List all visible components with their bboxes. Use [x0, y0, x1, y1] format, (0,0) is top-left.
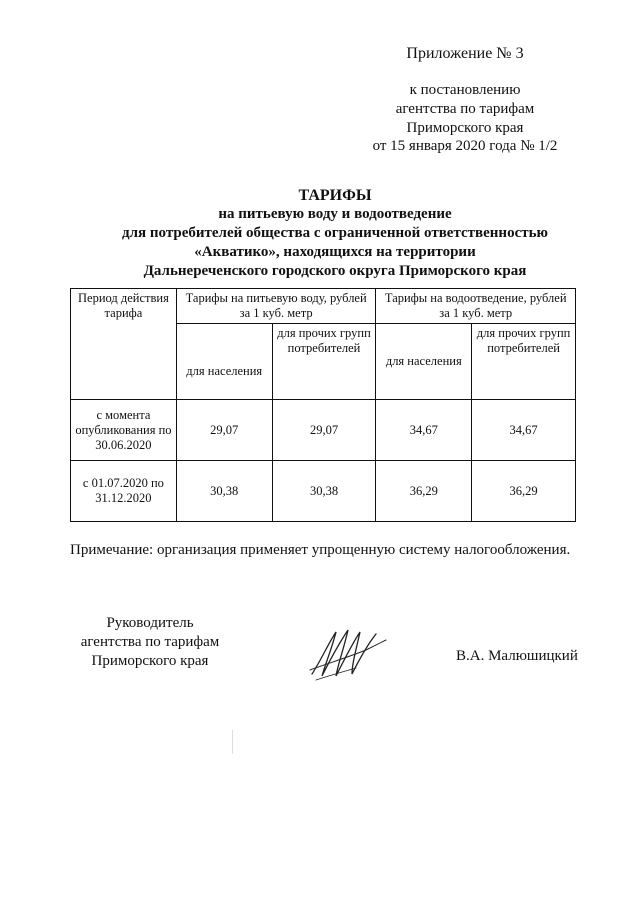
signatory-line-3: Приморского края [91, 653, 209, 669]
row-water-other: 30,38 [272, 461, 376, 522]
row-sewer-other: 34,67 [472, 400, 576, 461]
appendix-line-2: агентства по тарифам [395, 101, 535, 117]
subheader-water-other: для прочих групп потребителей [272, 324, 376, 400]
handwritten-signature [306, 622, 390, 682]
heading-line-3: «Акватико», находящихся на территории [194, 244, 476, 260]
row-water-population: 29,07 [176, 400, 272, 461]
row-period: с момента опубликования по 30.06.2020 [71, 400, 177, 461]
heading-title: ТАРИФЫ [298, 187, 372, 204]
row-period: с 01.07.2020 по 31.12.2020 [71, 461, 177, 522]
table-row [71, 400, 576, 461]
appendix-line-3: Приморского края [406, 120, 524, 136]
document-heading [80, 186, 590, 281]
subheader-water-population: для населения [176, 324, 272, 400]
header-period: Период действия тарифа [71, 289, 177, 400]
heading-line-4: Дальнереченского городского округа Приморского края [143, 263, 527, 279]
header-sewer: Тарифы на водоотведение, рублей за 1 куб. метр [376, 289, 576, 324]
heading-line-2: для потребителей общества с ограниченной ответственностью [122, 225, 548, 241]
tax-note: Примечание: организация применяет упрощенную систему налогообложения. [70, 542, 571, 558]
row-sewer-population: 34,67 [376, 400, 472, 461]
row-water-population: 30,38 [176, 461, 272, 522]
row-sewer-population: 36,29 [376, 461, 472, 522]
signatory-title [60, 614, 240, 671]
signatory-line-2: агентства по тарифам [80, 634, 220, 650]
signatory-line-1: Руководитель [106, 615, 194, 631]
header-water: Тарифы на питьевую воду, рублей за 1 куб. метр [176, 289, 376, 324]
tariff-table [70, 288, 576, 522]
signatory-name: В.А. Малюшицкий [456, 648, 578, 664]
appendix-line-1: к постановлению [409, 82, 521, 98]
table-header-row [71, 289, 576, 324]
subheader-sewer-population: для населения [376, 324, 472, 400]
row-water-other: 29,07 [272, 400, 376, 461]
appendix-title: Приложение № 3 [406, 45, 524, 62]
scan-mark [232, 730, 233, 754]
subheader-sewer-other: для прочих групп потребителей [472, 324, 576, 400]
heading-line-1: на питьевую воду и водоотведение [218, 206, 452, 222]
table-row [71, 461, 576, 522]
appendix-line-4: от 15 января 2020 года № 1/2 [372, 138, 558, 154]
row-sewer-other: 36,29 [472, 461, 576, 522]
